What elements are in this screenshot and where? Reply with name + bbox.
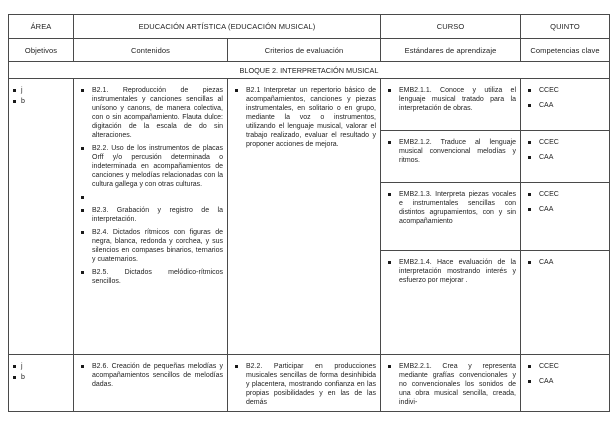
estandar-cell: [381, 355, 521, 411]
bullet-icon: [12, 86, 21, 95]
contenido-text: B2.2. Uso de los instrumentos de placas Orff y/o percusión determinada o indeterminada en acompañamientos de canciones y melodías relacionadas con la cultura gallega y con otras culturas.: [92, 145, 223, 188]
block-title: BLOQUE 2. INTERPRETACIÓN MUSICAL: [9, 62, 609, 79]
bullet-icon: [12, 362, 21, 371]
contenidos-cell: [74, 79, 228, 355]
header-curso-label: CURSO: [381, 15, 521, 39]
estandar-text: EMB2.1.2. Traduce al lenguaje musical convencional melodías y ritmos.: [399, 139, 516, 164]
estandar-text: EMB2.2.1. Crea y representa mediante grafías convencionales y no convencionales los sonidos de una obra musical sencilla, creada, indivi-: [399, 363, 516, 406]
criterio-item: [234, 362, 376, 407]
column-header-contenidos: Contenidos: [74, 39, 228, 62]
competencia-text: CCEC: [539, 139, 559, 146]
contenido-item: [80, 362, 223, 389]
column-header-objetivos: Objetivos: [9, 39, 74, 62]
criterio-text: B2.1 Interpretar un repertorio básico de acompañamientos, canciones y piezas instrumentales, en solitario o en grupo, mediante la voz o instrumentos, utilizando el lenguaje musical, valorar el trabajo realizado, evaluar el resultado y proponer acciones de mejora.: [246, 87, 376, 148]
header-grade: QUINTO: [521, 15, 609, 39]
contenido-item: [80, 144, 223, 189]
bullet-icon: [527, 86, 539, 95]
criterios-cell: [228, 355, 381, 411]
bullet-icon: [234, 362, 246, 407]
curriculum-table: [8, 14, 610, 412]
objetivo-text: j: [21, 87, 23, 94]
competencia-item: [527, 101, 605, 110]
estandar-text: EMB2.1.1. Conoce y utiliza el lenguaje musical tratado para la interpretación de obras.: [399, 87, 516, 112]
bullet-icon: [527, 258, 539, 267]
estandar-item: [387, 258, 516, 285]
estandar-item: [387, 86, 516, 113]
objetivo-item: [12, 362, 69, 371]
bullet-icon: [234, 86, 246, 149]
column-header-competencias: Competencias clave: [521, 39, 609, 62]
competencia-text: CCEC: [539, 87, 559, 94]
contenido-item: [80, 193, 223, 202]
contenido-item: [80, 86, 223, 140]
column-header-estandares: Estándares de aprendizaje: [381, 39, 521, 62]
bullet-icon: [80, 86, 92, 140]
competencia-text: CAA: [539, 259, 554, 266]
bullet-icon: [527, 101, 539, 110]
bullet-icon: [387, 362, 399, 407]
competencia-item: [527, 258, 605, 267]
contenido-text: B2.6. Creación de pequeñas melodías y acompañamientos sencillos de melodías dadas.: [92, 363, 223, 388]
competencia-item: [527, 377, 605, 386]
contenidos-cell: [74, 355, 228, 411]
contenido-text: B2.1. Reproducción de piezas instrumentales y canciones sencillas al unísono y canons, de manera colectiva, con o sin acompañamiento. Flauta dulce: digitación de la escala de do sin alteraciones.: [92, 87, 223, 139]
bullet-icon: [527, 377, 539, 386]
competencia-item: [527, 153, 605, 162]
competencia-item: [527, 86, 605, 95]
contenido-item: [80, 206, 223, 224]
bullet-icon: [80, 206, 92, 224]
header-subject: EDUCACIÓN ARTÍSTICA (EDUCACIÓN MUSICAL): [74, 15, 381, 39]
estandar-cell: [381, 79, 521, 131]
bullet-icon: [387, 258, 399, 285]
estandar-cell: [381, 131, 521, 183]
contenido-text: B2.4. Dictados rítmicos con figuras de negra, blanca, redonda y corchea, y sus silencios en compases binarios, ternarios y cuaternarios.: [92, 229, 223, 263]
competencias-cell: [521, 355, 609, 411]
bullet-icon: [527, 205, 539, 214]
bullet-icon: [12, 373, 21, 382]
estandar-cell: [381, 251, 521, 354]
competencia-item: [527, 138, 605, 147]
estandares-competencias-subtable: [381, 355, 609, 411]
competencias-cell: [521, 183, 609, 251]
contenido-item: [80, 228, 223, 264]
contenido-text: B2.5. Dictados melódico-rítmicos sencillos.: [92, 269, 223, 285]
estandar-item: [387, 138, 516, 165]
header-area-label: ÁREA: [9, 15, 74, 39]
competencia-text: CCEC: [539, 191, 559, 198]
bullet-icon: [527, 190, 539, 199]
competencia-item: [527, 205, 605, 214]
bullet-icon: [387, 138, 399, 165]
bullet-icon: [80, 362, 92, 389]
bullet-icon: [12, 97, 21, 106]
competencia-text: CCEC: [539, 363, 559, 370]
objetivos-cell: [9, 355, 74, 411]
competencias-cell: [521, 79, 609, 131]
objetivo-text: j: [21, 363, 23, 370]
objetivo-item: [12, 86, 69, 95]
estandar-text: EMB2.1.4. Hace evaluación de la interpretación mostrando interés y esfuerzo por mejorar .: [399, 259, 516, 284]
bullet-icon: [80, 144, 92, 189]
bullet-icon: [527, 138, 539, 147]
bullet-icon: [527, 153, 539, 162]
objetivo-item: [12, 373, 69, 382]
competencia-item: [527, 362, 605, 371]
estandar-cell: [381, 183, 521, 251]
criterios-cell: [228, 79, 381, 355]
bullet-icon: [387, 86, 399, 113]
contenido-item: [80, 268, 223, 286]
estandares-competencias-subtable: [381, 79, 609, 355]
criterio-text: B2.2. Participar en producciones musicales sencillas de forma desinhibida y placentera, mostrando confianza en las propias posibilidades y en las de las demás: [246, 363, 376, 406]
competencias-cell: [521, 131, 609, 183]
competencia-text: CAA: [539, 154, 554, 161]
contenido-text: [92, 193, 223, 202]
competencia-text: CAA: [539, 378, 554, 385]
bullet-icon: [80, 228, 92, 264]
estandar-item: [387, 362, 516, 407]
objetivo-text: b: [21, 98, 25, 105]
estandar-item: [387, 190, 516, 226]
competencia-text: CAA: [539, 102, 554, 109]
bullet-icon: [387, 190, 399, 226]
column-header-criterios: Criterios de evaluación: [228, 39, 381, 62]
objetivos-cell: [9, 79, 74, 355]
bullet-icon: [80, 268, 92, 286]
bullet-icon: [80, 193, 92, 202]
competencia-item: [527, 190, 605, 199]
bullet-icon: [527, 362, 539, 371]
competencia-text: CAA: [539, 206, 554, 213]
competencias-cell: [521, 251, 609, 354]
objetivo-text: b: [21, 374, 25, 381]
contenido-text: B2.3. Grabación y registro de la interpretación.: [92, 207, 223, 223]
criterio-item: [234, 86, 376, 149]
estandar-text: EMB2.1.3. Interpreta piezas vocales e instrumentales sencillas con distintos agrupamientos, con y sin acompañamiento: [399, 191, 516, 225]
objetivo-item: [12, 97, 69, 106]
